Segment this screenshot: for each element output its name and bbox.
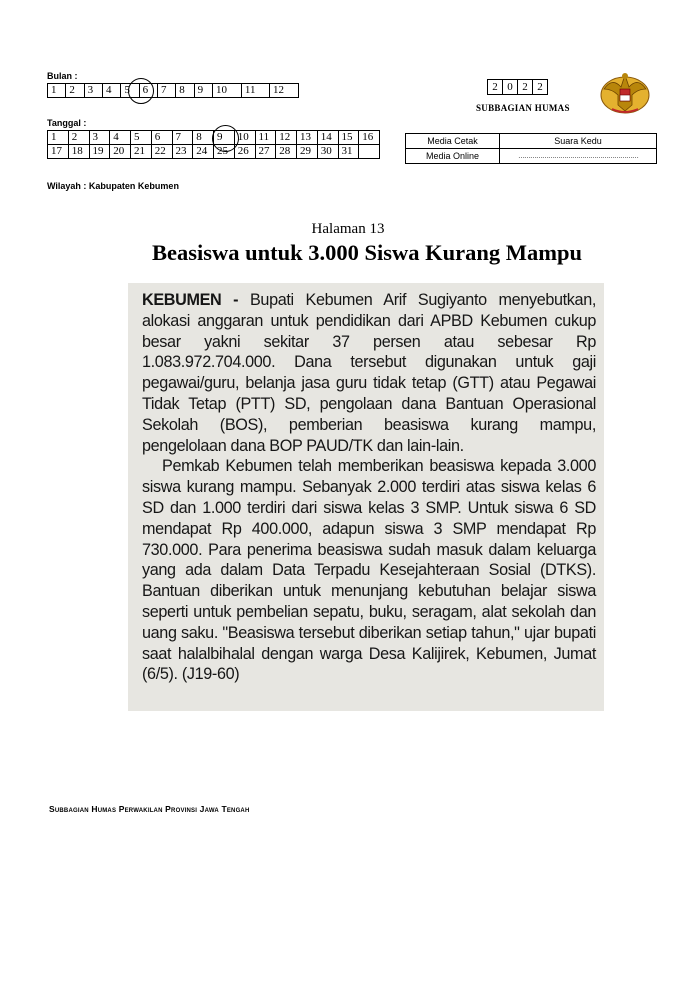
grid-cell: 28: [276, 145, 297, 159]
article-paragraph-1-text: Bupati Kebumen Arif Sugiyanto menyebutkan, alokasi anggaran untuk pendidikan dari APBD Kebumen cukup besar yakni sekitar 37 persen atau sebesar Rp 1.083.972.704.000. Dana tersebut digunakan untuk gaji pegawai/guru, belanja jasa guru tidak tetap (GTT) atau Pegawai Tidak Tetap (PTT) SD, pengolaan dana Bantuan Operasional Sekolah (BOS), pemberian beasiswa kurang mampu, pengelolaan dana BOP PAUD/TK dan lain-lain.: [142, 291, 596, 455]
media-online-value: ……………………………………………………: [500, 149, 657, 164]
grid-cell: 12: [270, 84, 299, 98]
grid-cell: 22: [151, 145, 172, 159]
grid-cell: 2: [66, 84, 84, 98]
grid-cell: 10: [212, 84, 241, 98]
selected-date-circle: [212, 125, 239, 152]
grid-cell: 21: [131, 145, 152, 159]
grid-cell: 11: [241, 84, 269, 98]
tanggal-label: Tanggal :: [47, 118, 87, 128]
grid-cell: 6: [139, 84, 157, 98]
footer-office: Subbagian Humas Perwakilan Provinsi Jawa Tengah: [49, 804, 250, 814]
media-cetak-label: Media Cetak: [406, 134, 500, 149]
article-dateline: KEBUMEN -: [142, 291, 239, 309]
grid-cell: 6: [151, 131, 172, 145]
grid-cell: 5: [121, 84, 139, 98]
grid-cell: 3: [89, 131, 110, 145]
year-digit: 2: [488, 80, 503, 95]
grid-cell: [359, 145, 380, 159]
grid-cell: 24: [193, 145, 214, 159]
article-paragraph-1: [142, 290, 596, 456]
grid-cell: 17: [48, 145, 69, 159]
grid-cell: 9: [214, 131, 235, 145]
year-digit: 0: [503, 80, 518, 95]
grid-cell: 30: [317, 145, 338, 159]
grid-cell: 16: [359, 131, 380, 145]
grid-cell: 19: [89, 145, 110, 159]
bulan-label: Bulan :: [47, 71, 78, 81]
grid-cell: 5: [131, 131, 152, 145]
grid-cell: 10: [234, 131, 255, 145]
office-name: SUBBAGIAN HUMAS: [476, 103, 570, 113]
grid-cell: 11: [255, 131, 276, 145]
media-table: [405, 133, 657, 164]
grid-cell: 20: [110, 145, 131, 159]
grid-cell: 12: [276, 131, 297, 145]
grid-cell: 23: [172, 145, 193, 159]
month-grid: [47, 83, 299, 98]
garuda-emblem-icon: [598, 67, 652, 117]
grid-cell: 3: [84, 84, 102, 98]
year-digit: 2: [518, 80, 533, 95]
grid-cell: 18: [68, 145, 89, 159]
grid-cell: 29: [297, 145, 318, 159]
grid-cell: 2: [68, 131, 89, 145]
year-box: [487, 79, 548, 95]
grid-cell: 13: [297, 131, 318, 145]
grid-cell: 31: [338, 145, 359, 159]
grid-cell: 15: [338, 131, 359, 145]
newspaper-clipping: [128, 283, 604, 711]
grid-cell: 8: [176, 84, 194, 98]
grid-cell: 27: [255, 145, 276, 159]
article-paragraph-2: Pemkab Kebumen telah memberikan beasiswa kepada 3.000 siswa kurang mampu. Sebanyak 2.000 terdiri atas siswa kelas 6 SD dan 1.000 terdiri dari siswa kelas 3 SMP. Untuk siswa 6 SD mendapat Rp 400.000, adapun siswa 3 SMP mendapat Rp 730.000. Para penerima beasiswa sudah masuk dalam keluarga yang ada dalam Data Terpadu Kesejahteraan Sosial (DTKS). Bantuan diberikan untuk menunjang kebutuhan belajar siswa seperti untuk pembelian sepatu, buku, seragam, alat sekolah dan uang saku. "Beasiswa tersebut diberikan setiap tahun," ujar bupati saat halalbihalal dengan warga Desa Kalijirek, Kebumen, Jumat (6/5). (J19-60): [142, 457, 596, 684]
page-number: Halaman 13: [311, 221, 385, 237]
media-online-label: Media Online: [406, 149, 500, 164]
grid-cell: 4: [110, 131, 131, 145]
grid-cell: 14: [317, 131, 338, 145]
wilayah-label: Wilayah : Kabupaten Kebumen: [47, 181, 179, 191]
grid-cell: 9: [194, 84, 212, 98]
year-digit: 2: [533, 80, 548, 95]
grid-cell: 1: [48, 131, 69, 145]
grid-cell: 7: [172, 131, 193, 145]
grid-cell: 8: [193, 131, 214, 145]
article-title: Beasiswa untuk 3.000 Siswa Kurang Mampu: [151, 240, 583, 265]
grid-cell: 1: [48, 84, 66, 98]
grid-cell: 7: [157, 84, 175, 98]
grid-cell: 26: [234, 145, 255, 159]
media-cetak-value: Suara Kedu: [500, 134, 657, 149]
grid-cell: 4: [102, 84, 120, 98]
selected-month-circle: [128, 78, 154, 104]
grid-cell: 25: [214, 145, 235, 159]
